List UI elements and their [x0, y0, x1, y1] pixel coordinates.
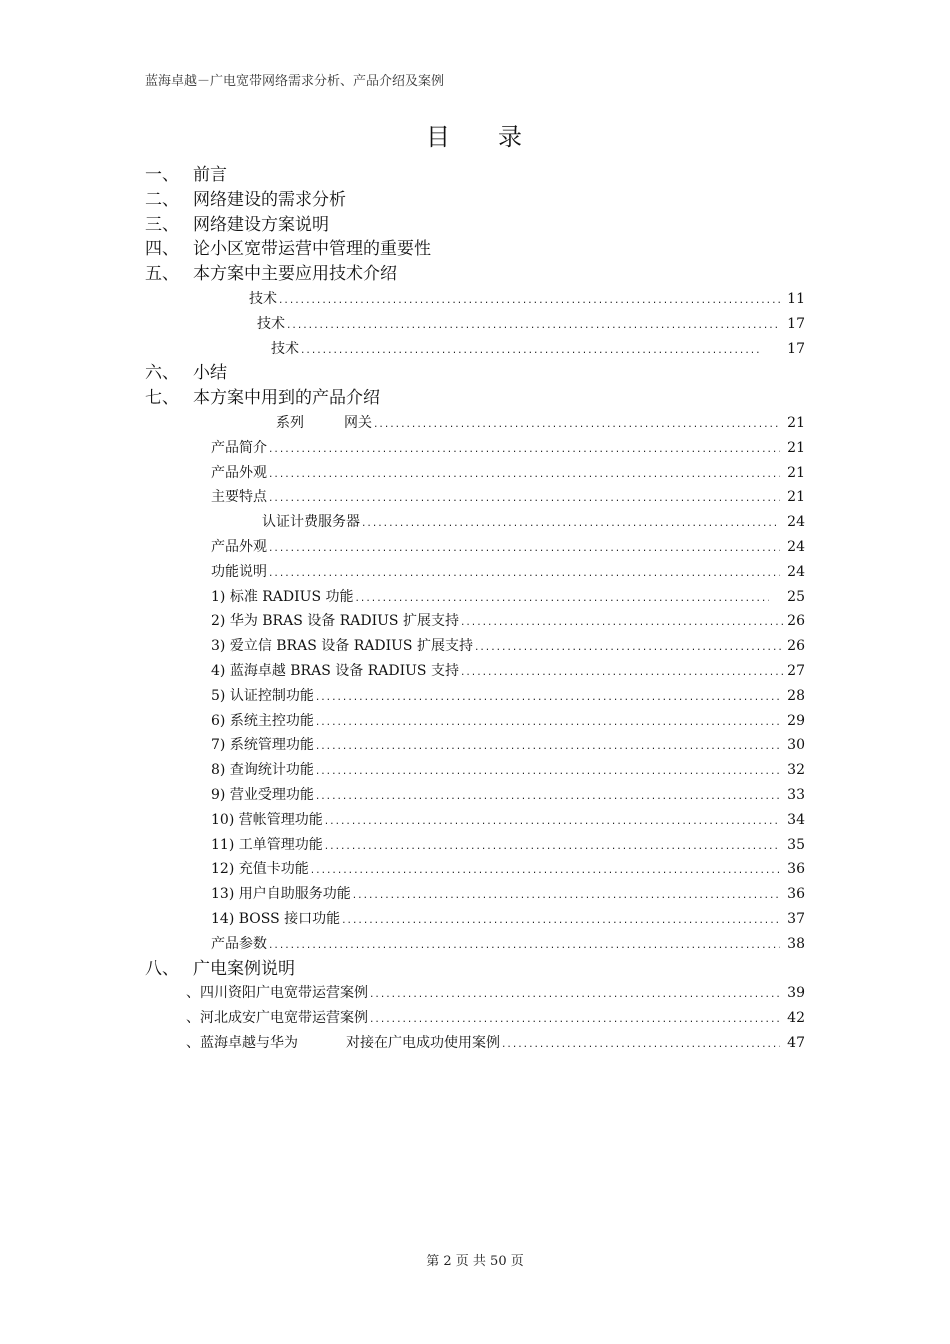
- entry-label-part2: 对接在广电成功使用案例: [346, 1034, 500, 1051]
- page-number: 32: [787, 762, 805, 779]
- toc-chapter-3[interactable]: [0, 213, 950, 238]
- entry-label: 14) BOSS 接口功能: [211, 910, 341, 927]
- entry-label: 产品外观: [211, 538, 267, 555]
- chapter-number: 四、: [145, 239, 179, 260]
- entry-label: 1) 标准 RADIUS 功能: [211, 588, 354, 605]
- page-number: 37: [787, 910, 805, 927]
- toc-chapter-4[interactable]: [0, 237, 950, 262]
- chapter-title: 网络建设的需求分析: [193, 189, 346, 210]
- dot-leader: [268, 487, 780, 512]
- entry-label: 技术: [257, 315, 285, 332]
- toc-entry[interactable]: [0, 709, 950, 734]
- page-number: 30: [787, 737, 805, 754]
- toc-entry[interactable]: [0, 485, 950, 510]
- entry-label: 12) 充值卡功能: [211, 861, 309, 878]
- dot-leader: [268, 562, 780, 587]
- dot-leader: [501, 1033, 780, 1058]
- toc-chapter-1[interactable]: [0, 163, 950, 188]
- page-number: 26: [787, 638, 805, 655]
- toc-entry[interactable]: [0, 535, 950, 560]
- page-number: 24: [787, 514, 805, 531]
- dot-leader: [310, 859, 780, 884]
- chapter-title: 广电案例说明: [193, 958, 295, 979]
- entry-label: 2) 华为 BRAS 设备 RADIUS 扩展支持: [211, 613, 459, 630]
- page-number: 21: [787, 414, 805, 431]
- toc-chapter-6[interactable]: [0, 361, 950, 386]
- toc-entry[interactable]: [0, 783, 950, 808]
- toc-entry[interactable]: [0, 411, 950, 436]
- chapter-number: 二、: [145, 189, 179, 210]
- entry-label: 技术: [271, 340, 299, 357]
- toc-entry[interactable]: [0, 684, 950, 709]
- page-number: 21: [787, 464, 805, 481]
- entry-label: 产品简介: [211, 439, 267, 456]
- page-number: 39: [787, 985, 805, 1002]
- toc-entry[interactable]: [0, 659, 950, 684]
- entry-label: 8) 查询统计功能: [211, 762, 314, 779]
- toc-entry[interactable]: [0, 808, 950, 833]
- dot-leader: [315, 785, 780, 810]
- entry-label: 主要特点: [211, 489, 267, 506]
- page-number: 35: [787, 836, 805, 853]
- dot-leader: [355, 587, 769, 612]
- dot-leader: [324, 810, 780, 835]
- entry-label: 认证计费服务器: [262, 514, 360, 531]
- page-number: 24: [787, 563, 805, 580]
- page-header: 蓝海卓越－广电宽带网络需求分析、产品介绍及案例: [145, 74, 445, 89]
- toc-chapter-5[interactable]: [0, 262, 950, 287]
- dot-leader: [268, 934, 780, 959]
- toc-entry[interactable]: [0, 312, 950, 337]
- dot-leader: [268, 463, 780, 488]
- chapter-title: 本方案中用到的产品介绍: [193, 388, 380, 409]
- entry-label: [276, 411, 372, 436]
- dot-leader: [361, 512, 780, 537]
- entry-label: 11) 工单管理功能: [211, 836, 323, 853]
- toc-entry[interactable]: [0, 585, 950, 610]
- chapter-title: 小结: [193, 363, 227, 384]
- toc-title: [0, 117, 950, 152]
- chapter-title: 本方案中主要应用技术介绍: [193, 264, 397, 285]
- dot-leader: [460, 611, 783, 636]
- toc-entry[interactable]: [0, 758, 950, 783]
- toc-entry[interactable]: [0, 882, 950, 907]
- entry-label: 13) 用户自助服务功能: [211, 886, 351, 903]
- page-number: 36: [787, 861, 805, 878]
- entry-label: 7) 系统管理功能: [211, 737, 314, 754]
- dot-leader: [268, 537, 780, 562]
- entry-label: 技术: [249, 290, 277, 307]
- page-footer: 第 2 页 共 50 页: [426, 1254, 524, 1269]
- chapter-number: 五、: [145, 264, 179, 285]
- page-number: 25: [787, 588, 805, 605]
- toc-title-part2: 录: [498, 123, 524, 151]
- dot-leader: [315, 711, 780, 736]
- dot-leader: [315, 760, 780, 785]
- entry-label: 、四川资阳广电宽带运营案例: [186, 985, 368, 1002]
- toc-entry[interactable]: [0, 733, 950, 758]
- dot-leader: [315, 735, 780, 760]
- toc-entry[interactable]: [0, 907, 950, 932]
- toc-entry[interactable]: [0, 932, 950, 957]
- toc-chapter-7[interactable]: [0, 386, 950, 411]
- entry-label: 10) 营帐管理功能: [211, 811, 323, 828]
- entry-label: [186, 1031, 500, 1056]
- toc-entry[interactable]: [0, 981, 950, 1006]
- page-number: 33: [787, 786, 805, 803]
- entry-label: 4) 蓝海卓越 BRAS 设备 RADIUS 支持: [211, 662, 459, 679]
- dot-leader: [315, 686, 780, 711]
- page-number: 27: [787, 662, 805, 679]
- dot-leader: [286, 314, 780, 339]
- toc-chapter-2[interactable]: [0, 188, 950, 213]
- toc-entry[interactable]: [0, 560, 950, 585]
- page-number: 29: [787, 712, 805, 729]
- toc-entry[interactable]: [0, 634, 950, 659]
- chapter-number: 三、: [145, 214, 179, 235]
- page-number: 47: [787, 1034, 805, 1051]
- page-number: 38: [787, 935, 805, 952]
- toc-entry[interactable]: [0, 857, 950, 882]
- entry-label: 产品外观: [211, 464, 267, 481]
- dot-leader: [324, 835, 780, 860]
- dot-leader: [373, 413, 780, 438]
- gateway-label: 网关: [344, 414, 372, 431]
- dot-leader: [341, 909, 780, 934]
- entry-label: 6) 系统主控功能: [211, 712, 314, 729]
- dot-leader: [460, 661, 783, 686]
- toc-entry[interactable]: [0, 1006, 950, 1031]
- toc-entry[interactable]: [0, 436, 950, 461]
- toc-entry[interactable]: [0, 833, 950, 858]
- entry-label: 、河北成安广电宽带运营案例: [186, 1010, 368, 1027]
- chapter-number: 六、: [145, 363, 179, 384]
- toc-title-part1: 目: [426, 123, 452, 151]
- entry-label: 9) 营业受理功能: [211, 786, 314, 803]
- entry-label: 5) 认证控制功能: [211, 687, 314, 704]
- page-number: 21: [787, 439, 805, 456]
- page-number: 42: [787, 1010, 805, 1027]
- page-number: 26: [787, 613, 805, 630]
- entry-label: 功能说明: [211, 563, 267, 580]
- page-number: 34: [787, 811, 805, 828]
- page-number: 24: [787, 538, 805, 555]
- chapter-title: 前言: [193, 165, 227, 185]
- chapter-number: 一、: [145, 165, 179, 185]
- page-number: 11: [787, 290, 805, 307]
- dot-leader: [352, 884, 780, 909]
- dot-leader: [474, 636, 783, 661]
- toc-entry[interactable]: [0, 461, 950, 486]
- dot-leader: [369, 1008, 780, 1033]
- page-number: 17: [787, 315, 805, 332]
- toc-entry[interactable]: [0, 337, 950, 362]
- entry-label: 产品参数: [211, 935, 267, 952]
- toc-entry[interactable]: [0, 510, 950, 535]
- dot-leader: [300, 339, 761, 364]
- toc-entry[interactable]: [0, 287, 950, 312]
- chapter-title: 论小区宽带运营中管理的重要性: [193, 239, 431, 260]
- toc-chapter-8[interactable]: [0, 957, 950, 982]
- toc-entry[interactable]: [0, 1031, 950, 1056]
- chapter-number: 八、: [145, 958, 179, 979]
- series-label: 系列: [276, 414, 304, 431]
- entry-label-part1: 、蓝海卓越与华为: [186, 1034, 298, 1051]
- page-number: 17: [787, 340, 805, 357]
- dot-leader: [369, 983, 780, 1008]
- entry-label: 3) 爱立信 BRAS 设备 RADIUS 扩展支持: [211, 638, 473, 655]
- dot-leader: [278, 289, 780, 314]
- table-of-contents: [0, 163, 950, 1056]
- page-number: 21: [787, 489, 805, 506]
- page-number: 28: [787, 687, 805, 704]
- toc-entry[interactable]: [0, 609, 950, 634]
- page-number: 36: [787, 886, 805, 903]
- chapter-title: 网络建设方案说明: [193, 214, 329, 235]
- dot-leader: [268, 438, 780, 463]
- chapter-number: 七、: [145, 388, 179, 409]
